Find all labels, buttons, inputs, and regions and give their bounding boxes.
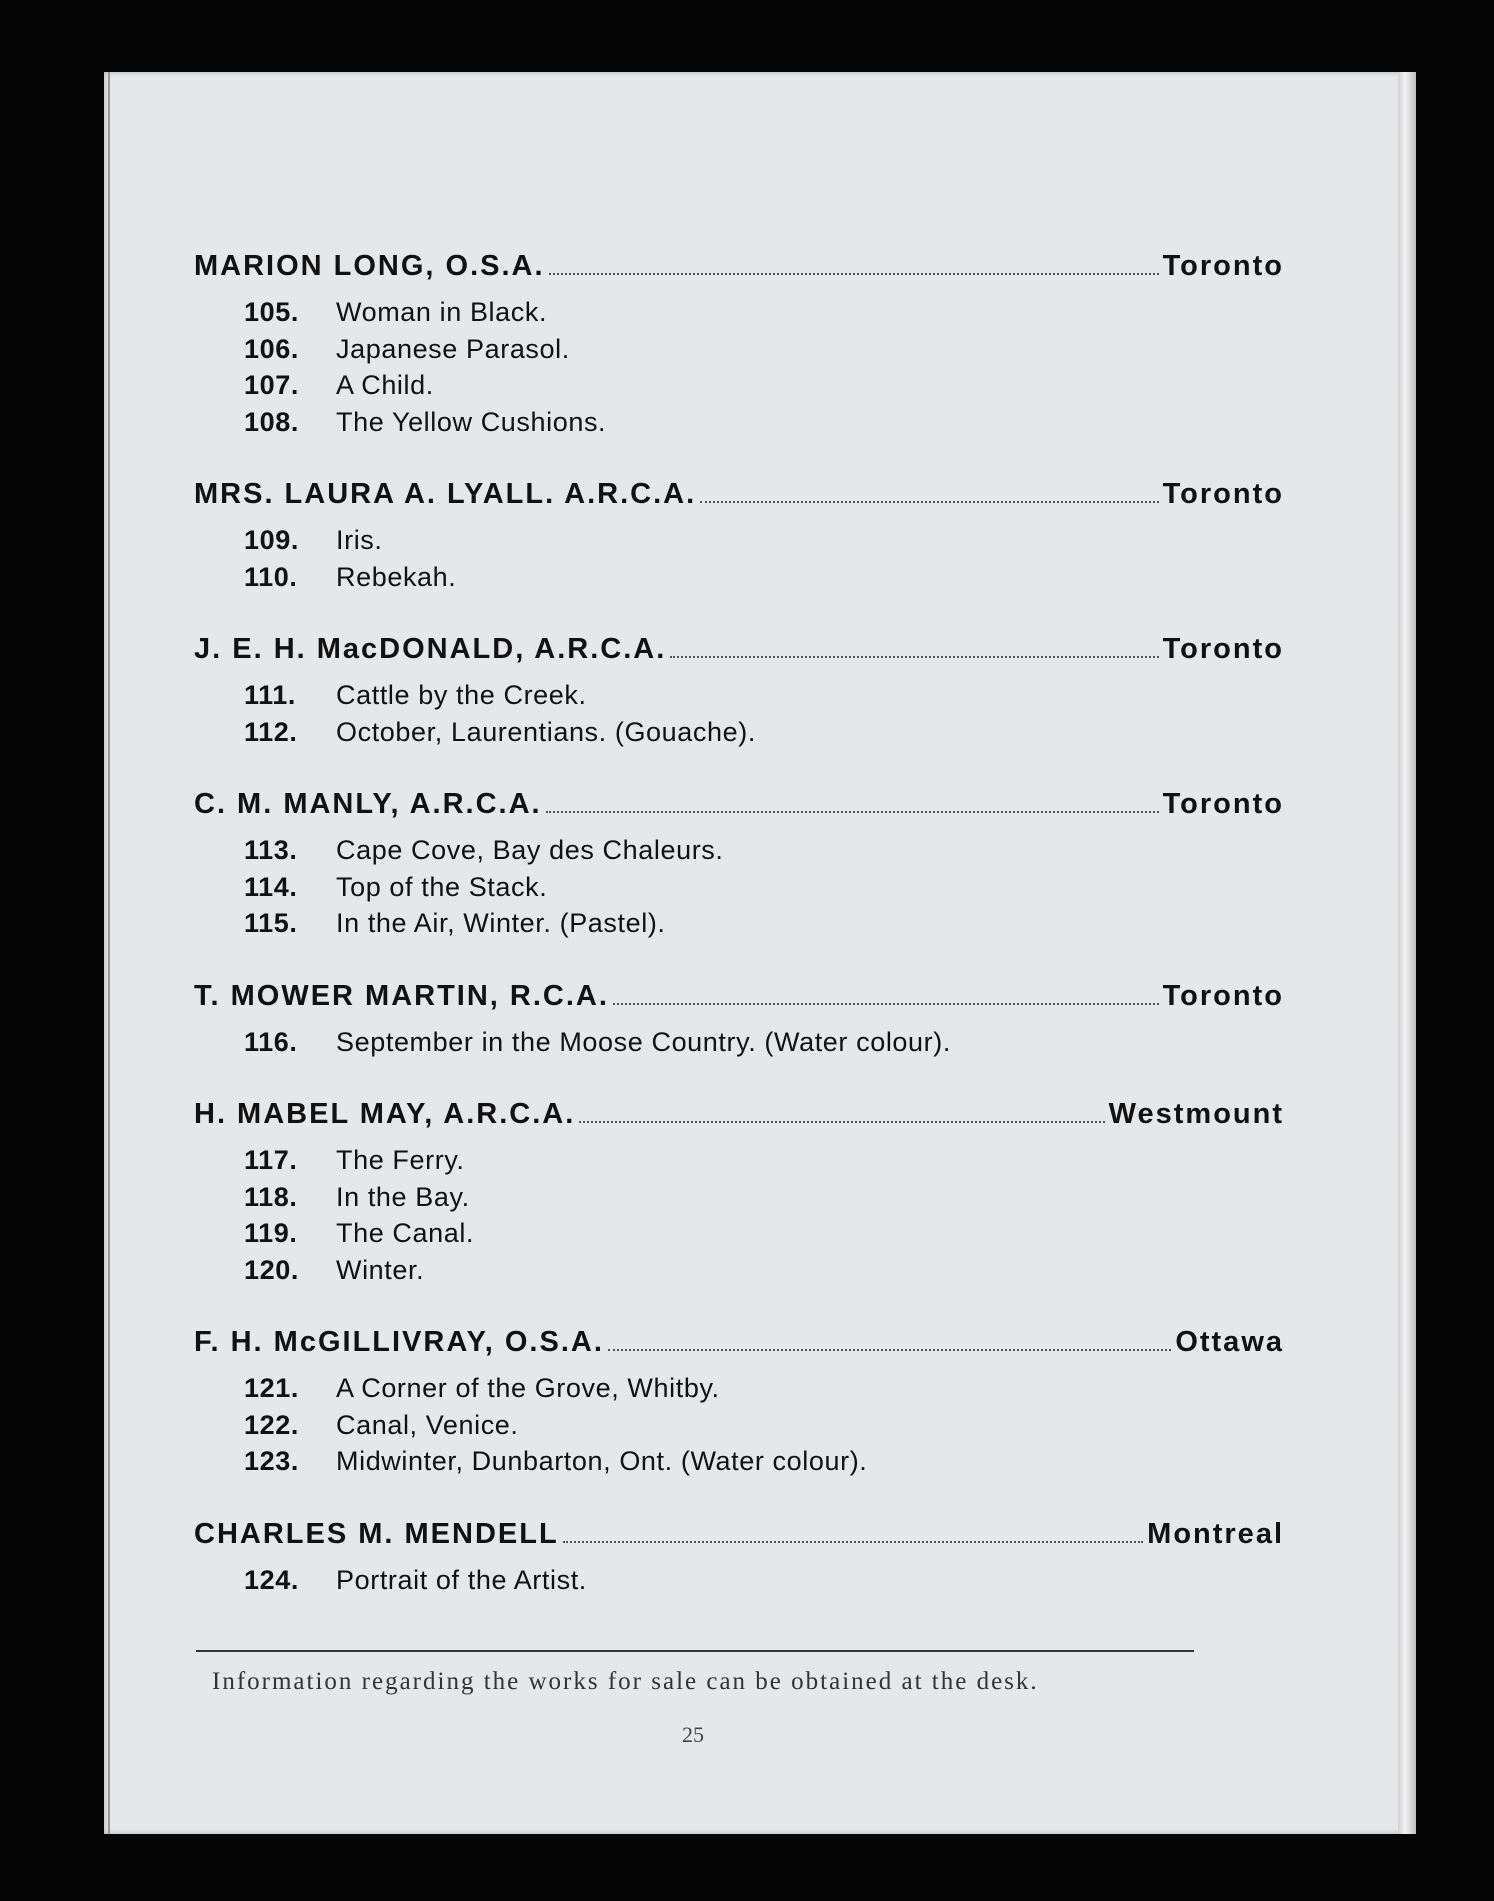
work-number: 123.: [244, 1446, 299, 1476]
work-number: 114.: [244, 871, 298, 902]
work-item: [194, 905, 1284, 942]
artist-name: F. H. McGILLIVRAY, O.S.A.: [194, 1326, 604, 1358]
work-item: [194, 1142, 1284, 1179]
artist-entry: [194, 1326, 1284, 1480]
work-item: [194, 404, 1284, 441]
work-item: [194, 869, 1284, 906]
work-number: 115.: [244, 908, 298, 938]
works-list: [194, 832, 1284, 942]
artist-header: [194, 1098, 1284, 1138]
artist-header: [194, 980, 1284, 1020]
work-number: 113.: [244, 835, 298, 865]
artist-city: Toronto: [1162, 979, 1284, 1012]
work-title: Midwinter, Dunbarton, Ont. (Water colour).: [336, 1446, 868, 1476]
artist-entry: [194, 633, 1284, 750]
work-number: 111.: [244, 680, 296, 710]
artist-entry: [194, 1098, 1284, 1288]
dot-leader: [546, 811, 1159, 813]
artist-city: Toronto: [1162, 478, 1284, 510]
artist-city: Westmount: [1108, 1098, 1284, 1130]
work-item: [194, 367, 1284, 404]
artist-city: Ottawa: [1175, 1326, 1284, 1358]
work-item: [194, 1407, 1284, 1444]
work-item: [194, 1370, 1284, 1407]
dot-leader: [579, 1121, 1104, 1123]
artist-name: MRS. LAURA A. LYALL. A.R.C.A.: [194, 478, 697, 510]
works-list: [194, 677, 1284, 750]
dot-leader: [549, 273, 1159, 275]
work-title: The Yellow Cushions.: [336, 406, 607, 437]
work-item: [194, 331, 1284, 368]
works-list: [194, 1562, 1284, 1599]
work-title: Rebekah.: [336, 561, 457, 592]
footer-divider: [196, 1650, 1194, 1652]
artist-list: [194, 250, 1284, 1636]
artist-city: Toronto: [1162, 788, 1284, 820]
work-title: Winter.: [336, 1254, 425, 1285]
dot-leader: [670, 656, 1158, 658]
work-number: 109.: [244, 525, 299, 555]
work-number: 117.: [244, 1145, 298, 1175]
work-title: Top of the Stack.: [336, 871, 548, 902]
dot-leader: [700, 501, 1158, 503]
work-number: 121.: [244, 1373, 299, 1403]
artist-name: J. E. H. MacDONALD, A.R.C.A.: [194, 633, 667, 665]
artist-name: C. M. MANLY, A.R.C.A.: [194, 788, 542, 820]
artist-name: MARION LONG, O.S.A.: [194, 250, 545, 282]
work-number: 119.: [244, 1218, 298, 1248]
work-item: [194, 677, 1284, 714]
catalogue-page: [104, 72, 1416, 1834]
work-title: Canal, Venice.: [336, 1409, 519, 1440]
work-number: 124.: [244, 1564, 299, 1595]
page-number: 25: [682, 1722, 704, 1747]
artist-name: H. MABEL MAY, A.R.C.A.: [194, 1098, 576, 1130]
work-number: 108.: [244, 406, 299, 437]
artist-city: Toronto: [1162, 633, 1284, 665]
work-item: [194, 559, 1284, 596]
works-list: [194, 1370, 1284, 1480]
work-number: 122.: [244, 1409, 299, 1440]
artist-entry: [194, 250, 1284, 440]
work-number: 118.: [244, 1181, 298, 1212]
dot-leader: [563, 1541, 1143, 1543]
work-item: [194, 1215, 1284, 1252]
work-item: [194, 1179, 1284, 1216]
works-list: [194, 1142, 1284, 1288]
work-title: In the Air, Winter. (Pastel).: [336, 908, 666, 938]
work-item: [194, 1252, 1284, 1289]
work-title: Japanese Parasol.: [336, 333, 570, 364]
works-list: [194, 522, 1284, 595]
work-title: Cattle by the Creek.: [336, 680, 587, 710]
work-number: 107.: [244, 370, 299, 400]
work-number: 116.: [244, 1026, 298, 1057]
artist-city: Montreal: [1147, 1517, 1284, 1550]
artist-entry: [194, 980, 1284, 1061]
work-item: [194, 1024, 1284, 1061]
artist-city: Toronto: [1162, 250, 1284, 282]
work-title: September in the Moose Country. (Water colour).: [336, 1026, 951, 1057]
artist-entry: [194, 1518, 1284, 1599]
works-list: [194, 1024, 1284, 1061]
artist-header: [194, 1518, 1284, 1558]
work-item: [194, 294, 1284, 331]
work-item: [194, 714, 1284, 751]
artist-entry: [194, 788, 1284, 942]
work-number: 112.: [244, 716, 298, 747]
work-item: [194, 522, 1284, 559]
artist-header: [194, 788, 1284, 828]
work-title: The Ferry.: [336, 1145, 465, 1175]
work-number: 105.: [244, 297, 299, 327]
artist-header: [194, 250, 1284, 290]
work-number: 120.: [244, 1254, 299, 1285]
artist-header: [194, 1326, 1284, 1366]
work-title: A Child.: [336, 370, 434, 400]
work-item: [194, 1443, 1284, 1480]
artist-name: CHARLES M. MENDELL: [194, 1517, 559, 1550]
work-number: 110.: [244, 561, 298, 592]
artist-header: [194, 478, 1284, 518]
artist-header: [194, 633, 1284, 673]
work-number: 106.: [244, 333, 299, 364]
work-title: The Canal.: [336, 1218, 475, 1248]
artist-name: T. MOWER MARTIN, R.C.A.: [194, 979, 609, 1012]
work-title: Cape Cove, Bay des Chaleurs.: [336, 835, 724, 865]
work-title: In the Bay.: [336, 1181, 470, 1212]
work-title: A Corner of the Grove, Whitby.: [336, 1373, 720, 1403]
artist-entry: [194, 478, 1284, 595]
works-list: [194, 294, 1284, 440]
work-item: [194, 832, 1284, 869]
work-title: October, Laurentians. (Gouache).: [336, 716, 756, 747]
work-title: Iris.: [336, 525, 383, 555]
dot-leader: [613, 1003, 1159, 1005]
work-title: Woman in Black.: [336, 297, 548, 327]
dot-leader: [608, 1349, 1171, 1351]
work-item: [194, 1562, 1284, 1599]
work-title: Portrait of the Artist.: [336, 1564, 587, 1595]
sale-information-note: Information regarding the works for sale can be obtained at the desk.: [212, 1668, 1039, 1695]
